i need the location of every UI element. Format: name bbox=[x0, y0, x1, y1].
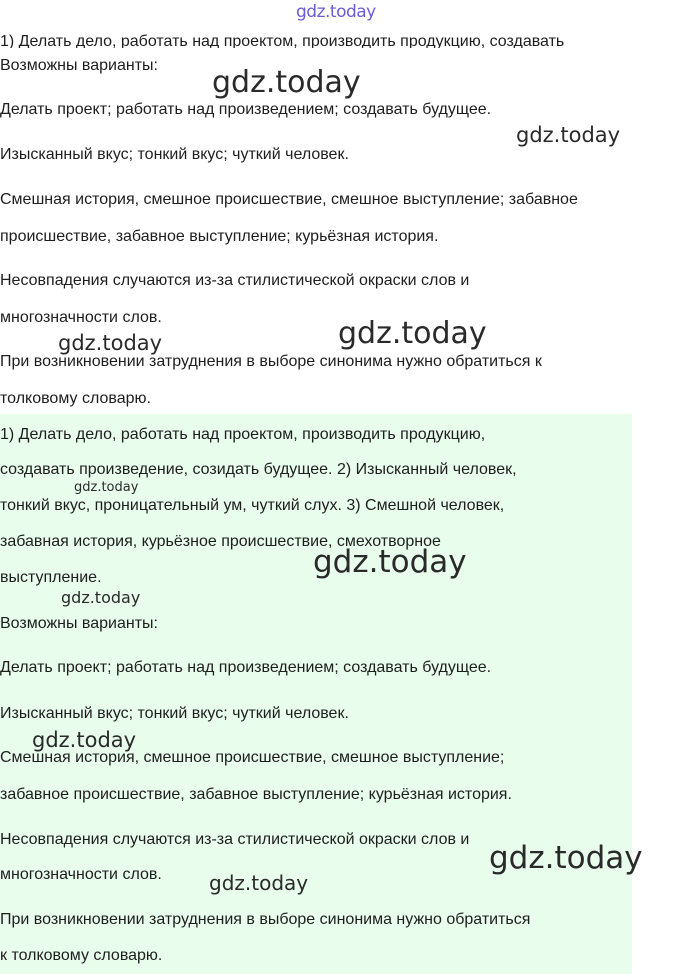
top-cut-line-container bbox=[0, 32, 680, 48]
s2-line-4: выступление. bbox=[0, 569, 102, 586]
s2-line-1: создавать произведение, созидать будущее. 2) Изысканный человек, bbox=[0, 461, 517, 478]
watermark: gdz.today bbox=[58, 331, 163, 355]
s1-line-6: многозначности слов. bbox=[0, 309, 162, 326]
s2-line-0: 1) Делать дело, работать над проектом, производить продукцию, bbox=[0, 426, 486, 443]
s2-line-6: Делать проект; работать над произведением; создавать будущее. bbox=[0, 659, 492, 676]
watermark: gdz.today bbox=[313, 544, 467, 580]
top-cut-line: 1) Делать дело, работать над проектом, производить продукцию, создавать bbox=[0, 33, 565, 48]
watermark: gdz.today bbox=[61, 588, 141, 607]
s1-line-5: Несовпадения случаются из-за стилистической окраски слов и bbox=[0, 272, 470, 289]
s1-line-7: При возникновении затруднения в выборе синонима нужно обратиться к bbox=[0, 353, 542, 370]
site-header-logo[interactable]: gdz.today bbox=[296, 2, 376, 22]
s2-line-7: Изысканный вкус; тонкий вкус; чуткий человек. bbox=[0, 705, 349, 722]
s2-line-10: Несовпадения случаются из-за стилистической окраски слов и bbox=[0, 831, 470, 848]
s2-line-11: многозначности слов. bbox=[0, 866, 162, 883]
watermark: gdz.today bbox=[212, 65, 361, 100]
s2-line-9: забавное происшествие, забавное выступление; курьёзная история. bbox=[0, 786, 512, 803]
watermark: gdz.today bbox=[338, 316, 487, 351]
watermark: gdz.today bbox=[32, 728, 137, 752]
s2-line-13: к толковому словарю. bbox=[0, 947, 163, 964]
s2-line-8: Смешная история, смешное происшествие, смешное выступление; bbox=[0, 749, 505, 766]
s1-line-1: Делать проект; работать над произведением; создавать будущее. bbox=[0, 101, 492, 118]
s1-line-8: толковому словарю. bbox=[0, 390, 151, 407]
s2-line-3: забавная история, курьёзное происшествие, смехотворное bbox=[0, 533, 441, 550]
s2-line-5: Возможны варианты: bbox=[0, 615, 158, 632]
s1-line-4: происшествие, забавное выступление; курьёзная история. bbox=[0, 228, 439, 245]
watermark: gdz.today bbox=[74, 480, 139, 495]
s1-line-0: Возможны варианты: bbox=[0, 57, 158, 74]
s2-line-2: тонкий вкус, проницательный ум, чуткий слух. 3) Смешной человек, bbox=[0, 497, 505, 514]
s1-line-2: Изысканный вкус; тонкий вкус; чуткий человек. bbox=[0, 146, 349, 163]
s2-line-12: При возникновении затруднения в выборе синонима нужно обратиться bbox=[0, 911, 531, 928]
watermark: gdz.today bbox=[489, 840, 643, 876]
watermark: gdz.today bbox=[209, 871, 309, 895]
s1-line-3: Смешная история, смешное происшествие, смешное выступление; забавное bbox=[0, 191, 578, 208]
watermark: gdz.today bbox=[516, 123, 621, 147]
